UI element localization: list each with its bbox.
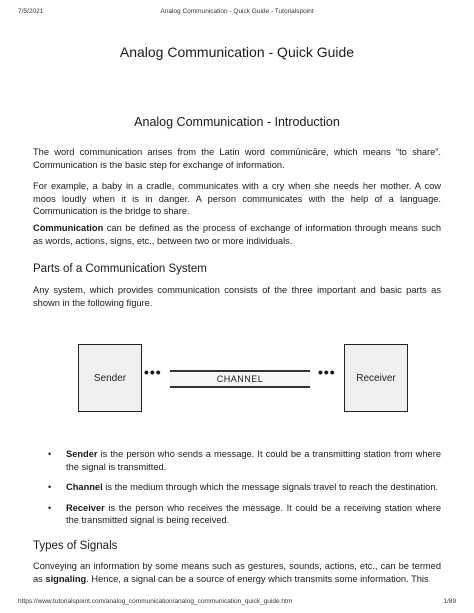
heading-parts-of-system: Parts of a Communication System [33,263,207,275]
page-title: Analog Communication - Quick Guide [119,44,355,60]
definition-term: Communication [33,223,104,233]
receiver-box: Receiver [344,344,408,412]
intro-paragraph-2: For example, a baby in a cradle, communicates with a cry when she needs her mother. A cow moos loudly when it is in danger. A person communicates with the help of a language. Communication is the bridge to share. [33,181,441,216]
intro-paragraph-1: The word communication arises from the Latin word commūnicāre, which means “to share”. Communication is the basic step for exchange of information. [33,147,441,170]
section-title-introduction: Analog Communication - Introduction [134,115,340,129]
print-date: 7/5/2021 [18,8,44,15]
heading-types-of-signals: Types of Signals [33,540,118,552]
intro-paragraph-3: Communication can be defined as the process of exchange of information through means such as words, actions, signs, etc., between two or more individuals. [33,223,441,246]
print-url: https://www.tutorialspoint.com/analog_communication/analog_communication_quick_guide.htm [18,598,293,605]
bullet-icon: • [48,502,52,513]
parts-bullet-list [48,448,441,527]
communication-system-diagram [78,344,398,414]
print-doc-title: Analog Communication - Quick Guide - Tutorialspoint [160,8,314,15]
print-page-number: 1/89 [443,598,456,605]
sender-box: Sender [78,344,142,412]
signals-paragraph: Conveying an information by some means such as gestures, sounds, actions, etc., can be termed as signaling. Hence, a signal can be a source of energy which transmits some information. This [33,561,441,584]
dots-right: ••• [318,364,336,380]
list-item: • Sender is the person who sends a message. It could be a transmitting station from where the signal is transmitted. [48,449,441,472]
print-header [18,8,456,15]
list-item: • Receiver is the person who receives the message. It could be a receiving station where the transmitted signal is being received. [48,502,441,525]
print-footer [18,598,456,605]
channel-bar: CHANNEL [170,370,310,388]
list-item: • Channel is the medium through which the message signals travel to reach the destination. [48,482,439,492]
bullet-icon: • [48,482,52,492]
bullet-icon: • [48,449,52,459]
dots-left: ••• [144,364,162,380]
parts-paragraph: Any system, which provides communication consists of the three important and basic parts as shown in the following figure. [33,285,441,308]
